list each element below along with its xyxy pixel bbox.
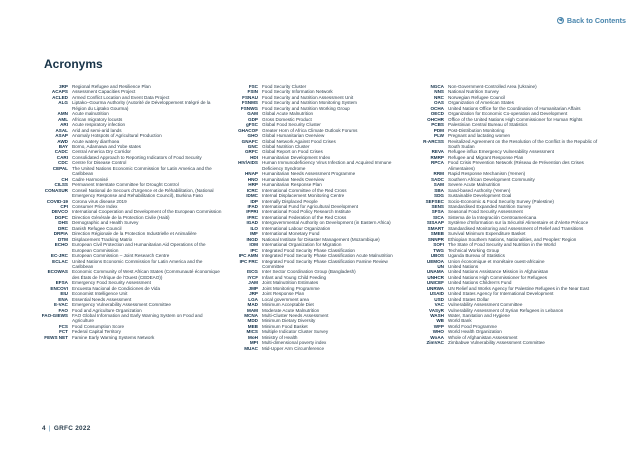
acronym-definition: Vulnerability Assessment of Syrian Refugees in Lebanon xyxy=(448,307,564,313)
acronym-abbreviation: PLW xyxy=(434,133,444,139)
acronym-abbreviation: FSNMS xyxy=(241,100,258,106)
acronym-abbreviation: ECLAC xyxy=(52,258,68,264)
acronym-definition: Food Security and Nutrition Assessment Unit xyxy=(262,94,354,100)
acronym-abbreviation: WB xyxy=(436,318,444,324)
acronym-abbreviation: DEVCO xyxy=(51,209,68,215)
acronym-abbreviation: SEFSEC xyxy=(425,198,444,204)
acronym-definition: Mid-Upper Arm Circumference xyxy=(262,345,325,351)
acronym-abbreviation: FSNAU xyxy=(242,94,258,100)
acronym-abbreviation: UNAMA xyxy=(426,269,444,275)
acronym-abbreviation: EIU xyxy=(60,291,68,297)
acronym-definition: Southern African Development Community xyxy=(448,176,535,182)
acronym-abbreviation: JAM xyxy=(248,280,258,286)
acronym-definition: Food Consumption Score xyxy=(72,323,125,329)
acronym-abbreviation: VAC xyxy=(434,302,444,308)
acronym-definition: Food Crisis Prevention Network (Réseau de Prévention des Crises Alimentaires) xyxy=(448,160,584,171)
acronym-definition: Emergency Food Security Assessment xyxy=(72,280,151,286)
acronym-definition: Organization for Economic Co-operation and Development xyxy=(448,111,568,117)
acronym-definition: Famine Early Warning Systems Network xyxy=(72,334,155,340)
acronym-definition: International Federation of the Red Cross xyxy=(262,214,347,220)
acronym-definition: Food Security Cluster xyxy=(262,84,307,89)
acronym-definition: Consolidated Approach to Reporting Indicators of Food Security xyxy=(72,154,202,160)
acronym-definition: Refugee and Migrant Response Plan xyxy=(448,154,524,160)
acronym-abbreviation: LGA xyxy=(248,296,258,302)
acronym-row xyxy=(40,259,222,270)
acronym-abbreviation: GDP xyxy=(248,116,258,122)
acronym-abbreviation: DTM xyxy=(58,236,68,242)
acronym-row xyxy=(228,346,411,351)
page-footer xyxy=(42,425,91,432)
acronym-abbreviation: FEWS NET xyxy=(44,334,68,340)
acronym-abbreviation: UEMOA xyxy=(426,258,444,264)
acronym-abbreviation: SDG xyxy=(434,193,444,199)
acronym-definition: World Health Organization xyxy=(448,329,502,335)
acronym-definition: Multi-Cluster Needs Assessment xyxy=(262,313,329,319)
acronym-abbreviation: ASAP xyxy=(55,133,68,139)
acronym-definition: Gross Domestic Product xyxy=(262,116,312,122)
acronym-definition: Conseil National de Secours d'Urgence et de Réhabilitation, (National Emergency Response and Rehabilitation Council), Burkina Faso xyxy=(72,187,214,199)
acronym-abbreviation: UNRWA xyxy=(426,285,444,291)
acronym-column-3 xyxy=(412,84,602,346)
page-number: 4 xyxy=(42,425,46,432)
acronym-abbreviation: SICA xyxy=(433,214,444,220)
acronym-definition: Economist Intelligence Unit xyxy=(72,291,128,297)
acronym-definition: Vulnerability Assessment Committee xyxy=(448,302,523,308)
acronym-abbreviation: ISCG xyxy=(246,269,258,275)
acronym-abbreviation: ARI xyxy=(60,122,68,128)
acronym-abbreviation: FCS xyxy=(58,323,68,329)
acronym-abbreviation: AMN xyxy=(57,111,68,117)
acronym-definition: Economic Community of West African States (Communauté économique des États de l'Afrique de l'Ouest (CEDEAO)) xyxy=(72,269,220,280)
acronym-abbreviation: NGCA xyxy=(430,84,444,89)
acronym-definition: Refugee influx Emergency Vulnerability Assessment xyxy=(448,149,555,155)
acronym-abbreviation: BAY xyxy=(58,143,68,149)
acronym-abbreviation: HNAP xyxy=(244,171,258,177)
acronym-definition: Integrated Food Security Phase Classification Famine Review Committee xyxy=(262,258,388,269)
acronym-abbreviation: SADC xyxy=(430,176,444,182)
acronym-definition: Multi-dimensional poverty index xyxy=(262,340,327,346)
acronym-abbreviation: VASyR xyxy=(429,307,444,313)
acronym-definition: Minimum Acceptable Diet xyxy=(262,302,314,308)
acronym-abbreviation: MDD xyxy=(247,318,258,324)
acronym-row xyxy=(40,242,222,253)
acronym-definition: Office of the United Nations High Commissioner for Human Rights xyxy=(448,116,583,122)
acronym-definition: Rapid Response Mechanism (Yemen) xyxy=(448,171,526,177)
acronym-abbreviation: SAM xyxy=(433,182,444,188)
acronym-abbreviation: ENCOVI xyxy=(50,285,68,291)
acronym-abbreviation: JRP xyxy=(249,291,258,297)
acronym-definition: FAO Global Information and Early Warning System on Food and Agriculture xyxy=(72,313,203,324)
acronym-abbreviation: SMART xyxy=(427,225,444,231)
acronym-definition: Internal Displacement Monitoring Centre xyxy=(262,193,345,199)
acronym-definition: Human Immunodeficiency Virus Infection and Acquired Immune Deficiency Syndrome xyxy=(262,160,392,171)
acronym-row xyxy=(228,160,411,171)
acronym-definition: International Committee of the Red Cross xyxy=(262,187,347,193)
acronym-abbreviation: INGD xyxy=(246,236,258,242)
acronym-definition: Humanitarian Needs Overview xyxy=(262,176,325,182)
acronym-abbreviation: FSC xyxy=(248,84,258,89)
acronym-abbreviation: UNHCR xyxy=(427,274,444,280)
acronym-definition: Water, Sanitation and Hygiene xyxy=(448,313,510,319)
acronym-abbreviation: SBA xyxy=(434,187,444,193)
acronym-abbreviation: MICS xyxy=(246,329,258,335)
acronym-definition: Ethiopian Southern Nations, Nationalities, and Peoples' Region xyxy=(448,236,577,242)
acronym-definition: Armed Conflict Location and Event Data Project xyxy=(72,94,170,100)
acronym-definition: Zimbabwe Vulnerability Assessment Committee xyxy=(448,340,545,346)
acronym-abbreviation: GNC xyxy=(247,143,258,149)
acronym-abbreviation: RRM xyxy=(433,171,444,177)
acronym-abbreviation: CILSS xyxy=(54,182,68,188)
acronym-abbreviation: GHACOF xyxy=(238,127,258,133)
acronym-definition: Cadre Harmonisé xyxy=(72,176,108,182)
acronym-abbreviation: CEPAL xyxy=(52,165,68,171)
acronym-abbreviation: ENA xyxy=(58,296,68,302)
arrow-left-circle-icon: ◀ xyxy=(558,17,563,23)
acronym-definition: Global Nutrition Cluster xyxy=(262,143,310,149)
acronym-abbreviation: UN xyxy=(437,263,444,269)
acronym-abbreviation: UBOS xyxy=(430,253,444,259)
acronym-definition: Central America Dry Corridor xyxy=(72,149,131,155)
acronym-abbreviation: WoAA xyxy=(430,334,444,340)
acronym-definition: Minimum Food Basket xyxy=(262,323,308,329)
acronym-definition: Socio-Economic & Food Security Survey (Palestine) xyxy=(448,198,554,204)
acronym-definition: International Monetary Fund xyxy=(262,231,320,237)
acronym-abbreviation: NRC xyxy=(434,94,444,100)
acronym-abbreviation: IMF xyxy=(250,231,258,237)
acronym-definition: Standardised Monitoring and Assessment of Relief and Transitions xyxy=(448,225,584,231)
acronym-row xyxy=(40,100,222,111)
acronym-definition: Revitalized Agreement on the Resolution of the Conflict in the Republic of South Sudan xyxy=(448,138,598,149)
acronym-abbreviation: E-VAC xyxy=(54,302,68,308)
acronym-definition: Permanent Interstate Committee for Drought Control xyxy=(72,182,179,188)
acronym-abbreviation: SFSA xyxy=(431,209,444,215)
acronym-definition: United Nations xyxy=(448,263,479,269)
acronym-abbreviation: ACAPS xyxy=(51,89,68,95)
acronym-abbreviation: ECOWAS xyxy=(47,269,68,275)
acronym-abbreviation: GHO xyxy=(247,133,258,139)
acronym-abbreviation: SMEB xyxy=(430,231,444,237)
acronym-definition: United Nations Office for the Coordination of Humanitarian Affairs xyxy=(448,105,581,111)
acronym-abbreviation: WASH xyxy=(430,313,444,319)
acronym-definition: Consumer Price Index xyxy=(72,203,118,209)
acronym-abbreviation: FSIN xyxy=(247,89,258,95)
acronym-abbreviation: RPCA xyxy=(430,160,444,166)
acronym-abbreviation: ASAL xyxy=(55,127,68,133)
acronym-abbreviation: TWG xyxy=(433,247,444,253)
acronym-abbreviation: IPC xyxy=(250,247,258,253)
acronym-row xyxy=(40,188,222,199)
acronym-definition: Minimum Dietary Diversity xyxy=(262,318,316,324)
acronym-definition: Norwegian Refugee Council xyxy=(448,94,506,100)
acronym-definition: Humanitarian Response Plan xyxy=(262,182,322,188)
acronym-abbreviation: SOFI xyxy=(433,242,444,248)
acronym-abbreviation: PCBS xyxy=(431,122,444,128)
acronym-definition: Borno, Adamawa and Yobe states xyxy=(72,143,141,149)
acronym-abbreviation: IFPRI xyxy=(246,209,258,215)
acronym-definition: Encuesta Nacional de Condiciones de Vida xyxy=(72,285,161,291)
acronym-abbreviation: MCNA xyxy=(244,313,258,319)
acronym-definition: World Food Programme xyxy=(448,323,497,329)
acronym-abbreviation: AML xyxy=(58,116,68,122)
acronym-abbreviation: ILO xyxy=(250,225,258,231)
acronym-abbreviation: UNICEF xyxy=(426,280,444,286)
acronym-definition: Essential Needs Assessment xyxy=(72,296,132,302)
acronym-abbreviation: HDI xyxy=(250,154,258,160)
acronym-abbreviation: ICRC xyxy=(246,187,258,193)
acronym-definition: Anomaly Hotspots of Agricultural Production xyxy=(72,133,162,139)
acronym-definition: Acute watery diarrhoea xyxy=(72,138,120,144)
acronym-definition: International Cooperation and Development of the European Commission xyxy=(72,209,222,215)
acronym-abbreviation: MoH xyxy=(248,334,258,340)
acronym-definition: Acute respiratory infection xyxy=(72,122,126,128)
acronym-definition: Emergency Vulnerability Assessment Committee xyxy=(72,302,171,308)
acronym-definition: Greater Horn of Africa Climate Outlook Forums xyxy=(262,127,358,133)
acronym-definition: United Nations Assistance Mission in Afghanistan xyxy=(448,269,549,275)
acronym-definition: Pregnant and lactating women xyxy=(448,133,511,139)
acronym-abbreviation: HIV/AIDS xyxy=(238,160,258,166)
acronym-abbreviation: GRFC xyxy=(244,149,258,155)
acronym-definition: The State of Food Security and Nutrition in the World xyxy=(448,242,556,248)
acronym-definition: African migratory locusts xyxy=(72,116,123,122)
acronym-abbreviation: IDP xyxy=(250,198,258,204)
acronym-definition: Sand-based Authority (Yemen) xyxy=(448,187,511,193)
acronym-definition: Direction Générale de la Protection Civile (Haiti) xyxy=(72,214,170,220)
acronym-abbreviation: IDMC xyxy=(246,193,258,199)
acronym-abbreviation: FSNWG xyxy=(240,105,258,111)
acronym-definition: Assessment Capacities Project xyxy=(72,89,136,95)
acronym-definition: Palestinian Central Bureau of Statistics xyxy=(448,122,528,128)
acronym-abbreviation: COVID-19 xyxy=(46,198,68,204)
acronym-abbreviation: OECD xyxy=(430,111,444,117)
acronym-abbreviation: DGPC xyxy=(54,214,68,220)
acronym-abbreviation: IPC AMN xyxy=(238,253,258,259)
acronym-abbreviation: CDC xyxy=(58,160,68,166)
acronym-abbreviation: FCT xyxy=(59,329,68,335)
acronym-abbreviation: RMRP xyxy=(430,154,444,160)
acronym-abbreviation: OCHA xyxy=(430,105,444,111)
acronym-abbreviation: JMP xyxy=(248,285,258,291)
acronym-definition: Food Security and Nutrition Monitoring System xyxy=(262,100,357,106)
acronym-abbreviation: R-ARCSS xyxy=(423,138,444,144)
acronym-abbreviation: SISAAP xyxy=(426,220,444,226)
acronym-definition: United States Dollar xyxy=(448,296,489,302)
acronym-abbreviation: AWD xyxy=(57,138,68,144)
acronym-abbreviation: MEB xyxy=(247,323,258,329)
acronym-definition: Joint Response Plan xyxy=(262,291,305,297)
acronym-definition: Inter Sector Coordination Group (Bangladesh) xyxy=(262,269,356,275)
acronym-abbreviation: IPC FRC xyxy=(239,258,258,264)
acronym-definition: Global Humanitarian Overview xyxy=(262,133,325,139)
acronym-abbreviation: IFRC xyxy=(247,214,258,220)
acronym-definition: Joint Monitoring Programme xyxy=(262,285,320,291)
acronym-definition: European Commission – Joint Research Centre xyxy=(72,253,170,259)
acronym-abbreviation: DRPIA xyxy=(53,231,68,237)
acronym-definition: Uganda Bureau of Statistics xyxy=(448,253,505,259)
acronym-abbreviation: CADC xyxy=(54,149,68,155)
page-title: Acronyms xyxy=(44,57,103,71)
acronym-definition: United Nations Economic Commission for Latin America and the Caribbean xyxy=(72,258,203,269)
acronym-abbreviation: USAID xyxy=(429,291,444,297)
acronym-definition: Liptako–Gourma Authority (Autorité de Développement Intégré de la Région du Liptako Gourma) xyxy=(72,100,211,111)
acronym-abbreviation: MAM xyxy=(247,307,258,313)
acronym-definition: International Labour Organization xyxy=(262,225,331,231)
acronym-definition: Humanitarian Needs Assessment Programme xyxy=(262,171,356,177)
acronym-definition: Union économique et monétaire ouest-africaine xyxy=(448,258,545,264)
acronym-definition: European Civil Protection and Humanitarian Aid Operations of the European Commission xyxy=(72,242,206,253)
acronym-abbreviation: DHS xyxy=(58,220,68,226)
acronym-definition: International Organization for Migration xyxy=(262,242,342,248)
acronym-definition: Sustainable Development Goal xyxy=(448,193,512,199)
acronym-definition: Global Report on Food Crises xyxy=(262,149,323,155)
acronym-abbreviation: MAD xyxy=(247,302,258,308)
acronym-row xyxy=(40,269,222,280)
acronym-definition: Moderate Acute Malnutrition xyxy=(262,307,320,313)
acronym-definition: Global Network Against Food Crises xyxy=(262,138,336,144)
acronym-abbreviation: gFSC xyxy=(246,122,258,128)
acronym-definition: Food Security Information Network xyxy=(262,89,333,95)
acronym-definition: Humanitarian Development Index xyxy=(262,154,331,160)
acronym-definition: Infant and Young Child Feeding xyxy=(262,274,327,280)
acronym-abbreviation: OAS xyxy=(434,100,444,106)
acronym-abbreviation: WHO xyxy=(432,329,444,335)
acronym-abbreviation: EFSA xyxy=(55,280,68,286)
acronym-abbreviation: IFAD xyxy=(247,203,258,209)
acronym-definition: Food and Agriculture Organization xyxy=(72,307,142,313)
report-name: GRFC 2022 xyxy=(53,425,91,432)
acronym-abbreviation: WFP xyxy=(433,323,444,329)
acronym-definition: Système d'Information sur la Sécurité Alimentaire et d'Alerte Précoce xyxy=(448,220,589,226)
acronym-definition: Whole of Afghanistan Assessment xyxy=(448,334,518,340)
acronym-definition: Global Food Security Cluster xyxy=(262,122,321,128)
acronym-abbreviation: FAO-GIEWS xyxy=(41,313,68,319)
acronym-definition: Local government area xyxy=(262,296,309,302)
acronym-definition: Acute malnutrition xyxy=(72,111,109,117)
acronym-abbreviation: USD xyxy=(434,296,444,302)
acronym-definition: Survival Minimum Expenditure Basket xyxy=(448,231,526,237)
acronym-abbreviation: HRP xyxy=(248,182,258,188)
acronym-definition: Integrated Food Security Phase Classification Acute Malnutrition xyxy=(262,253,393,259)
acronym-definition: International Food Policy Research Institute xyxy=(262,209,351,215)
back-to-contents-link[interactable] xyxy=(557,16,626,25)
acronym-abbreviation: ALG xyxy=(58,100,68,106)
acronym-definition: Danish Refugee Council xyxy=(72,225,122,231)
acronym-definition: Seasonal Food Security Assessment xyxy=(448,209,523,215)
acronym-definition: Corona virus disease 2019 xyxy=(72,198,127,204)
acronym-abbreviation: PDM xyxy=(433,127,444,133)
acronym-definition: Non-Government-Controlled Area (Ukraine) xyxy=(448,84,537,89)
acronym-definition: United Nations Children's Fund xyxy=(448,280,512,286)
acronym-definition: Food Security and Nutrition Working Group xyxy=(262,105,350,111)
acronym-abbreviation: FAO xyxy=(58,307,68,313)
acronym-abbreviation: HNO xyxy=(247,176,258,182)
acronym-abbreviation: CARI xyxy=(56,154,68,160)
acronym-abbreviation: EC-JRC xyxy=(50,253,68,259)
acronym-definition: Federal Capital Territory xyxy=(72,329,121,335)
acronym-definition: The United Nations Economic Commission for Latin America and the Caribbean xyxy=(72,165,212,177)
acronym-abbreviation: MPI xyxy=(249,340,258,346)
acronym-row xyxy=(40,335,222,340)
acronym-definition: Displacement Tracking Matrix xyxy=(72,236,133,242)
acronym-row xyxy=(412,139,602,150)
acronym-definition: Joint Malnutrition Estimates xyxy=(262,280,319,286)
acronym-definition: Ministry of Health xyxy=(262,334,298,340)
acronym-abbreviation: IGAD xyxy=(246,220,258,226)
acronym-definition: Direction Régionale de la Protection Industrielle et Animalière xyxy=(72,231,197,237)
acronym-abbreviation: OHCHR xyxy=(427,116,444,122)
acronym-definition: Demographic and Health Survey xyxy=(72,220,139,226)
acronym-definition: Technical Working Group xyxy=(448,247,500,253)
acronym-abbreviation: CPI xyxy=(60,203,68,209)
acronym-definition: Integrated Food Security Phase Classification xyxy=(262,247,355,253)
acronym-abbreviation: ECHO xyxy=(54,242,68,248)
acronym-abbreviation: IOM xyxy=(249,242,258,248)
footer-separator: | xyxy=(48,425,51,432)
acronym-definition: Sistema de la Integración Centroamericana xyxy=(448,214,537,220)
acronym-abbreviation: 3RP xyxy=(59,84,68,89)
acronym-abbreviation: DRC xyxy=(58,225,68,231)
acronym-abbreviation: CONASUR xyxy=(44,187,68,193)
acronym-definition: Arid and semi-arid lands xyxy=(72,127,122,133)
acronym-abbreviation: NNS xyxy=(434,89,444,95)
acronym-abbreviation: CH xyxy=(61,176,68,182)
acronym-definition: UN Relief and Works Agency for Palestine Refugees in the Near East xyxy=(448,285,590,291)
acronym-row xyxy=(228,259,411,270)
acronym-definition: Post-Distribution Monitoring xyxy=(448,127,505,133)
acronym-abbreviation: SNNPR xyxy=(427,236,444,242)
acronym-definition: World Bank xyxy=(448,318,472,324)
back-to-contents-label: Back to Contents xyxy=(566,16,626,25)
acronym-abbreviation: MUAC xyxy=(244,345,258,351)
acronym-definition: United States Agency for International Development xyxy=(448,291,554,297)
acronym-row xyxy=(40,313,222,324)
acronym-column-2 xyxy=(228,84,411,351)
acronym-abbreviation: REVA xyxy=(431,149,444,155)
acronym-row xyxy=(412,340,602,345)
acronym-definition: United Nations High Commissioner for Refugees xyxy=(448,274,548,280)
acronym-definition: International Fund for Agricultural Development xyxy=(262,203,359,209)
acronym-definition: Organization of American States xyxy=(448,100,514,106)
acronym-abbreviation: SENS xyxy=(431,203,444,209)
acronym-definition: Centre for Disease Control xyxy=(72,160,127,166)
acronym-definition: Intergovernmental Authority on Development (in Eastern Africa) xyxy=(262,220,391,226)
acronym-definition: National Institute for Disaster Management (Mozambique) xyxy=(262,236,380,242)
acronym-row xyxy=(40,166,222,177)
acronym-definition: Standardised Expanded Nutrition Survey xyxy=(448,203,531,209)
acronym-abbreviation: ZimVAC xyxy=(426,340,444,346)
acronym-abbreviation: GAM xyxy=(247,111,258,117)
acronym-abbreviation: ACLED xyxy=(52,94,68,100)
acronym-column-1 xyxy=(40,84,222,340)
acronym-definition: Multiple Indicator Cluster Survey xyxy=(262,329,329,335)
acronym-definition: National Nutrition Survey xyxy=(448,89,499,95)
acronym-abbreviation: GNAFC xyxy=(241,138,258,144)
acronym-definition: Severe Acute Malnutrition xyxy=(448,182,501,188)
acronym-row xyxy=(412,160,602,171)
acronym-definition: Global Acute Malnutrition xyxy=(262,111,314,117)
acronym-definition: Internally Displaced People xyxy=(262,198,318,204)
acronym-definition: Regional Refugee and Resilience Plan xyxy=(72,84,151,89)
acronym-abbreviation: IYCF xyxy=(247,274,258,280)
